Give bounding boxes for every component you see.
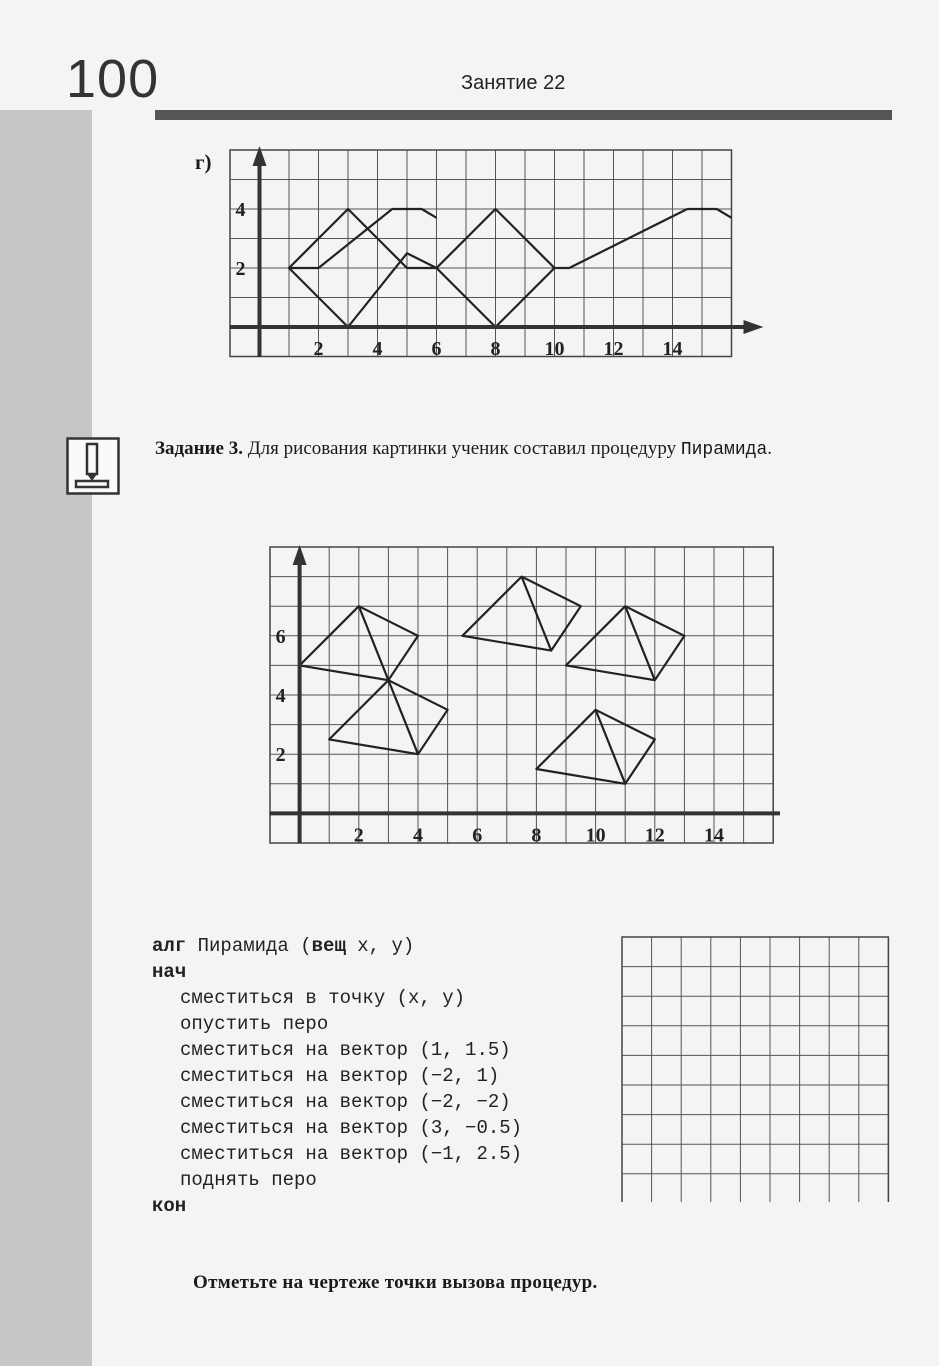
code-line: сместиться на вектор (3, −0.5) [180,1117,523,1139]
keyword-alg: алг [152,935,187,957]
pencil-icon [66,437,120,495]
x-tick-label: 10 [544,338,565,360]
x-tick-label: 14 [662,338,683,360]
task-3-text [155,436,892,463]
page-number: 100 [66,49,160,109]
grid-frame [622,937,888,1202]
keyword-real: вещ [311,935,346,957]
code-end [152,1193,522,1219]
empty-grid [620,935,892,1202]
code-line: сместиться на вектор (−2, 1) [180,1065,500,1087]
keyword-end: кон [152,1195,187,1217]
x-tick-label: 2 [353,824,364,845]
y-tick-label: 2 [275,744,286,767]
x-tick-label: 8 [531,824,542,845]
x-tick-label: 12 [644,824,665,845]
task-title: Задание 3. [155,438,243,459]
x-tick-label: 14 [704,824,724,845]
code-header [152,933,522,959]
code-line: сместиться на вектор (1, 1.5) [180,1039,511,1061]
y-tick-label: 2 [235,258,246,280]
graph-g-label: г) [195,150,212,174]
x-tick-label: 4 [372,338,383,360]
y-tick-label: 4 [235,199,246,221]
lesson-title: Занятие 22 [461,72,566,94]
x-tick-label: 4 [413,824,423,845]
x-tick-label: 10 [585,824,606,845]
code-line: сместиться на вектор (−1, 2.5) [180,1143,523,1165]
algorithm-listing [152,933,522,1219]
task-end: . [767,438,772,459]
alg-name: Пирамида ( [186,935,312,957]
x-axis-arrow [744,320,764,334]
code-line: опустить перо [180,1013,329,1035]
keyword-start: нач [152,961,187,983]
procedure-name: Пирамида [680,440,768,460]
page-margin-band [0,110,92,1366]
x-tick-label: 2 [313,338,324,360]
footer-instruction: Отметьте на чертеже точки вызова процедур. [193,1272,598,1293]
x-tick-label: 6 [472,824,483,845]
code-start [152,959,522,985]
x-tick-label: 8 [490,338,501,360]
code-line: сместиться на вектор (−2, −2) [180,1091,511,1113]
alg-params: x, y) [345,935,415,957]
task-body: Для рисования картинки ученик составил процедуру [242,438,681,459]
y-axis-arrow [253,146,267,166]
graph-g [225,140,770,365]
y-tick-label: 4 [275,685,286,707]
code-line: поднять перо [180,1169,317,1191]
pyramid [462,577,580,651]
header-rule [155,110,892,120]
x-tick-label: 12 [603,338,624,360]
y-tick-label: 6 [275,625,286,648]
graph-pyramids [265,540,780,845]
y-axis-arrow [293,545,307,565]
code-line: сместиться в точку (x, y) [180,987,466,1009]
x-tick-label: 6 [431,338,442,360]
